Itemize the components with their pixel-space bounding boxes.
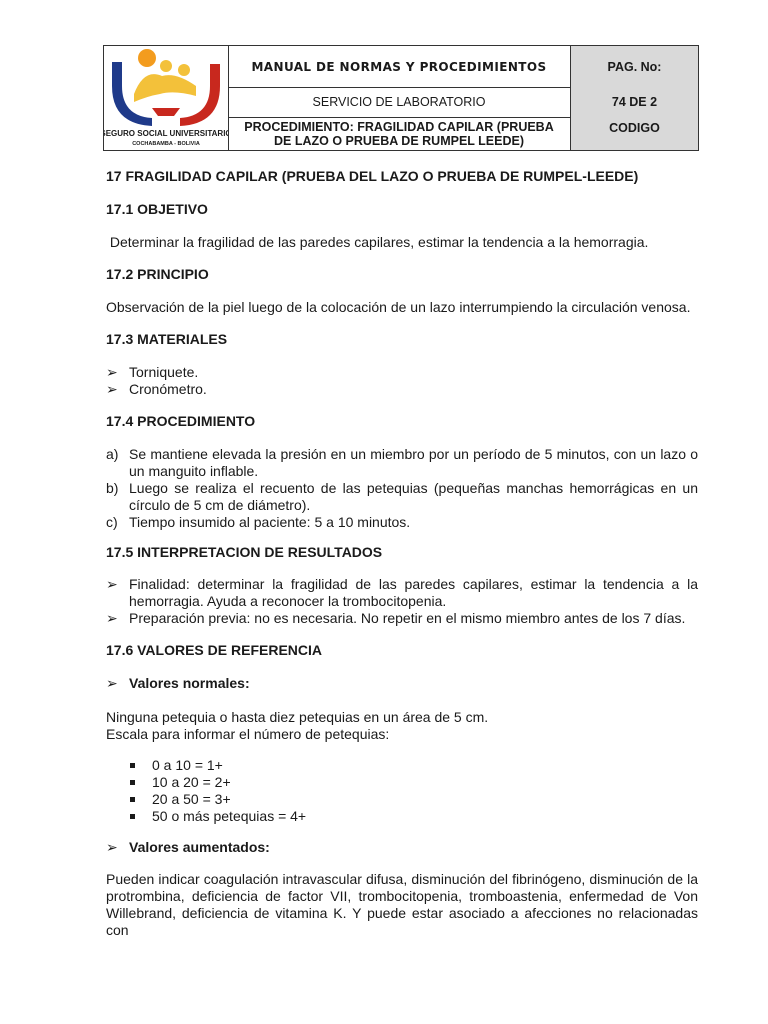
manual-title-cell [228, 46, 571, 87]
normal-values-text-1: Ninguna petequia o hasta diez petequias en un área de 5 cm. [106, 709, 489, 725]
step-marker: a) [106, 446, 119, 462]
section-heading-procedimiento: 17.4 PROCEDIMIENTO [106, 413, 256, 429]
arrow-bullet-icon: ➢ [106, 576, 118, 592]
materials-list [106, 364, 698, 398]
list-item [106, 610, 698, 627]
document-header [103, 45, 699, 151]
list-item [106, 480, 698, 514]
page-value-cell [571, 87, 698, 117]
list-item [106, 675, 698, 692]
manual-title: MANUAL DE NORMAS Y PROCEDIMIENTOS [251, 59, 547, 74]
square-bullet-icon [130, 797, 135, 802]
step-text: Se mantiene elevada la presión en un miembro por un período de 5 minutos, con un lazo o un manguito inflable. [129, 446, 698, 479]
procedure-line-2: DE LAZO O PRUEBA DE RUMPEL LEEDE) [273, 133, 525, 148]
main-heading: 17 FRAGILIDAD CAPILAR (PRUEBA DEL LAZO O PRUEBA DE RUMPEL-LEEDE) [106, 168, 639, 184]
code-cell [571, 117, 698, 150]
interpretation-item: Preparación previa: no es necesaria. No repetir en el mismo miembro antes de los 7 días. [129, 610, 686, 626]
principio-text: Observación de la piel luego de la colocación de un lazo interrumpiendo la circulación venosa. [106, 299, 691, 315]
list-item [106, 774, 698, 791]
step-text: Luego se realiza el recuento de las petequias (pequeñas manchas hemorrágicas en un círculo de 5 cm de diámetro). [129, 480, 698, 513]
list-item [106, 576, 698, 610]
page-label: PAG. No: [607, 59, 662, 74]
arrow-bullet-icon: ➢ [106, 364, 118, 380]
logo-text: SEGURO SOCIAL UNIVERSITARIO [104, 129, 228, 138]
header-row-2 [228, 87, 698, 118]
logo-subtext: COCHABAMBA - BOLIVIA [132, 141, 200, 147]
header-row-3 [228, 117, 698, 150]
interpretation-item: Finalidad: determinar la fragilidad de las paredes capilares, estimar la tendencia a la hemorragia. Ayuda a reconocer la trombocitopenia. [129, 576, 698, 609]
arrow-bullet-icon: ➢ [106, 839, 118, 855]
scale-item: 20 a 50 = 3+ [152, 791, 231, 807]
service-cell [228, 87, 571, 117]
scale-item: 0 a 10 = 1+ [152, 757, 223, 773]
list-item [106, 839, 698, 856]
material-item: Cronómetro. [129, 381, 207, 397]
list-item [106, 791, 698, 808]
service-name: SERVICIO DE LABORATORIO [312, 95, 486, 109]
list-item [106, 808, 698, 825]
arrow-bullet-icon: ➢ [106, 610, 118, 626]
procedure-steps [106, 446, 698, 531]
step-text: Tiempo insumido al paciente: 5 a 10 minutos. [129, 514, 411, 530]
page-label-cell [571, 46, 698, 87]
list-item [106, 514, 698, 531]
petechiae-scale-list [106, 757, 698, 825]
section-heading-valores: 17.6 VALORES DE REFERENCIA [106, 642, 323, 658]
square-bullet-icon [130, 814, 135, 819]
material-item: Torniquete. [129, 364, 199, 380]
list-item [106, 381, 698, 398]
section-heading-principio: 17.2 PRINCIPIO [106, 266, 209, 282]
header-row-1 [228, 46, 698, 88]
increased-values-label: Valores aumentados: [129, 839, 270, 855]
procedure-cell [228, 117, 571, 150]
section-heading-interpretacion: 17.5 INTERPRETACION DE RESULTADOS [106, 544, 383, 560]
normal-values-heading [106, 675, 698, 692]
normal-values-text-2: Escala para informar el número de petequias: [106, 726, 390, 742]
objetivo-text: Determinar la fragilidad de las paredes capilares, estimar la tendencia a la hemorragia. [106, 234, 649, 250]
list-item [106, 757, 698, 774]
normal-values-label: Valores normales: [129, 675, 250, 691]
square-bullet-icon [130, 780, 135, 785]
scale-item: 10 a 20 = 2+ [152, 774, 231, 790]
section-heading-materiales: 17.3 MATERIALES [106, 331, 228, 347]
institution-logo [104, 46, 229, 150]
page-value: 74 DE 2 [611, 95, 658, 109]
arrow-bullet-icon: ➢ [106, 381, 118, 397]
list-item [106, 364, 698, 381]
increased-values-heading [106, 839, 698, 856]
scale-item: 50 o más petequias = 4+ [152, 808, 307, 824]
code-label: CODIGO [609, 121, 660, 135]
interpretation-list [106, 576, 698, 627]
section-heading-objetivo: 17.1 OBJETIVO [106, 201, 208, 217]
arrow-bullet-icon: ➢ [106, 675, 118, 691]
procedure-line-1: PROCEDIMIENTO: FRAGILIDAD CAPILAR (PRUEBA [244, 119, 554, 134]
step-marker: c) [106, 514, 118, 530]
step-marker: b) [106, 480, 119, 496]
list-item [106, 446, 698, 480]
increased-values-text: Pueden indicar coagulación intravascular difusa, disminución del fibrinógeno, disminución de la protrombina, deficiencia de factor VII, trombocitopenia, tromboastenia, enfermedad de Von Willebrand, deficiencia de vitamina K. Y puede estar asociado a afecciones no relacionadas con [106, 871, 698, 938]
square-bullet-icon [130, 763, 135, 768]
logo-graphic [104, 46, 228, 150]
